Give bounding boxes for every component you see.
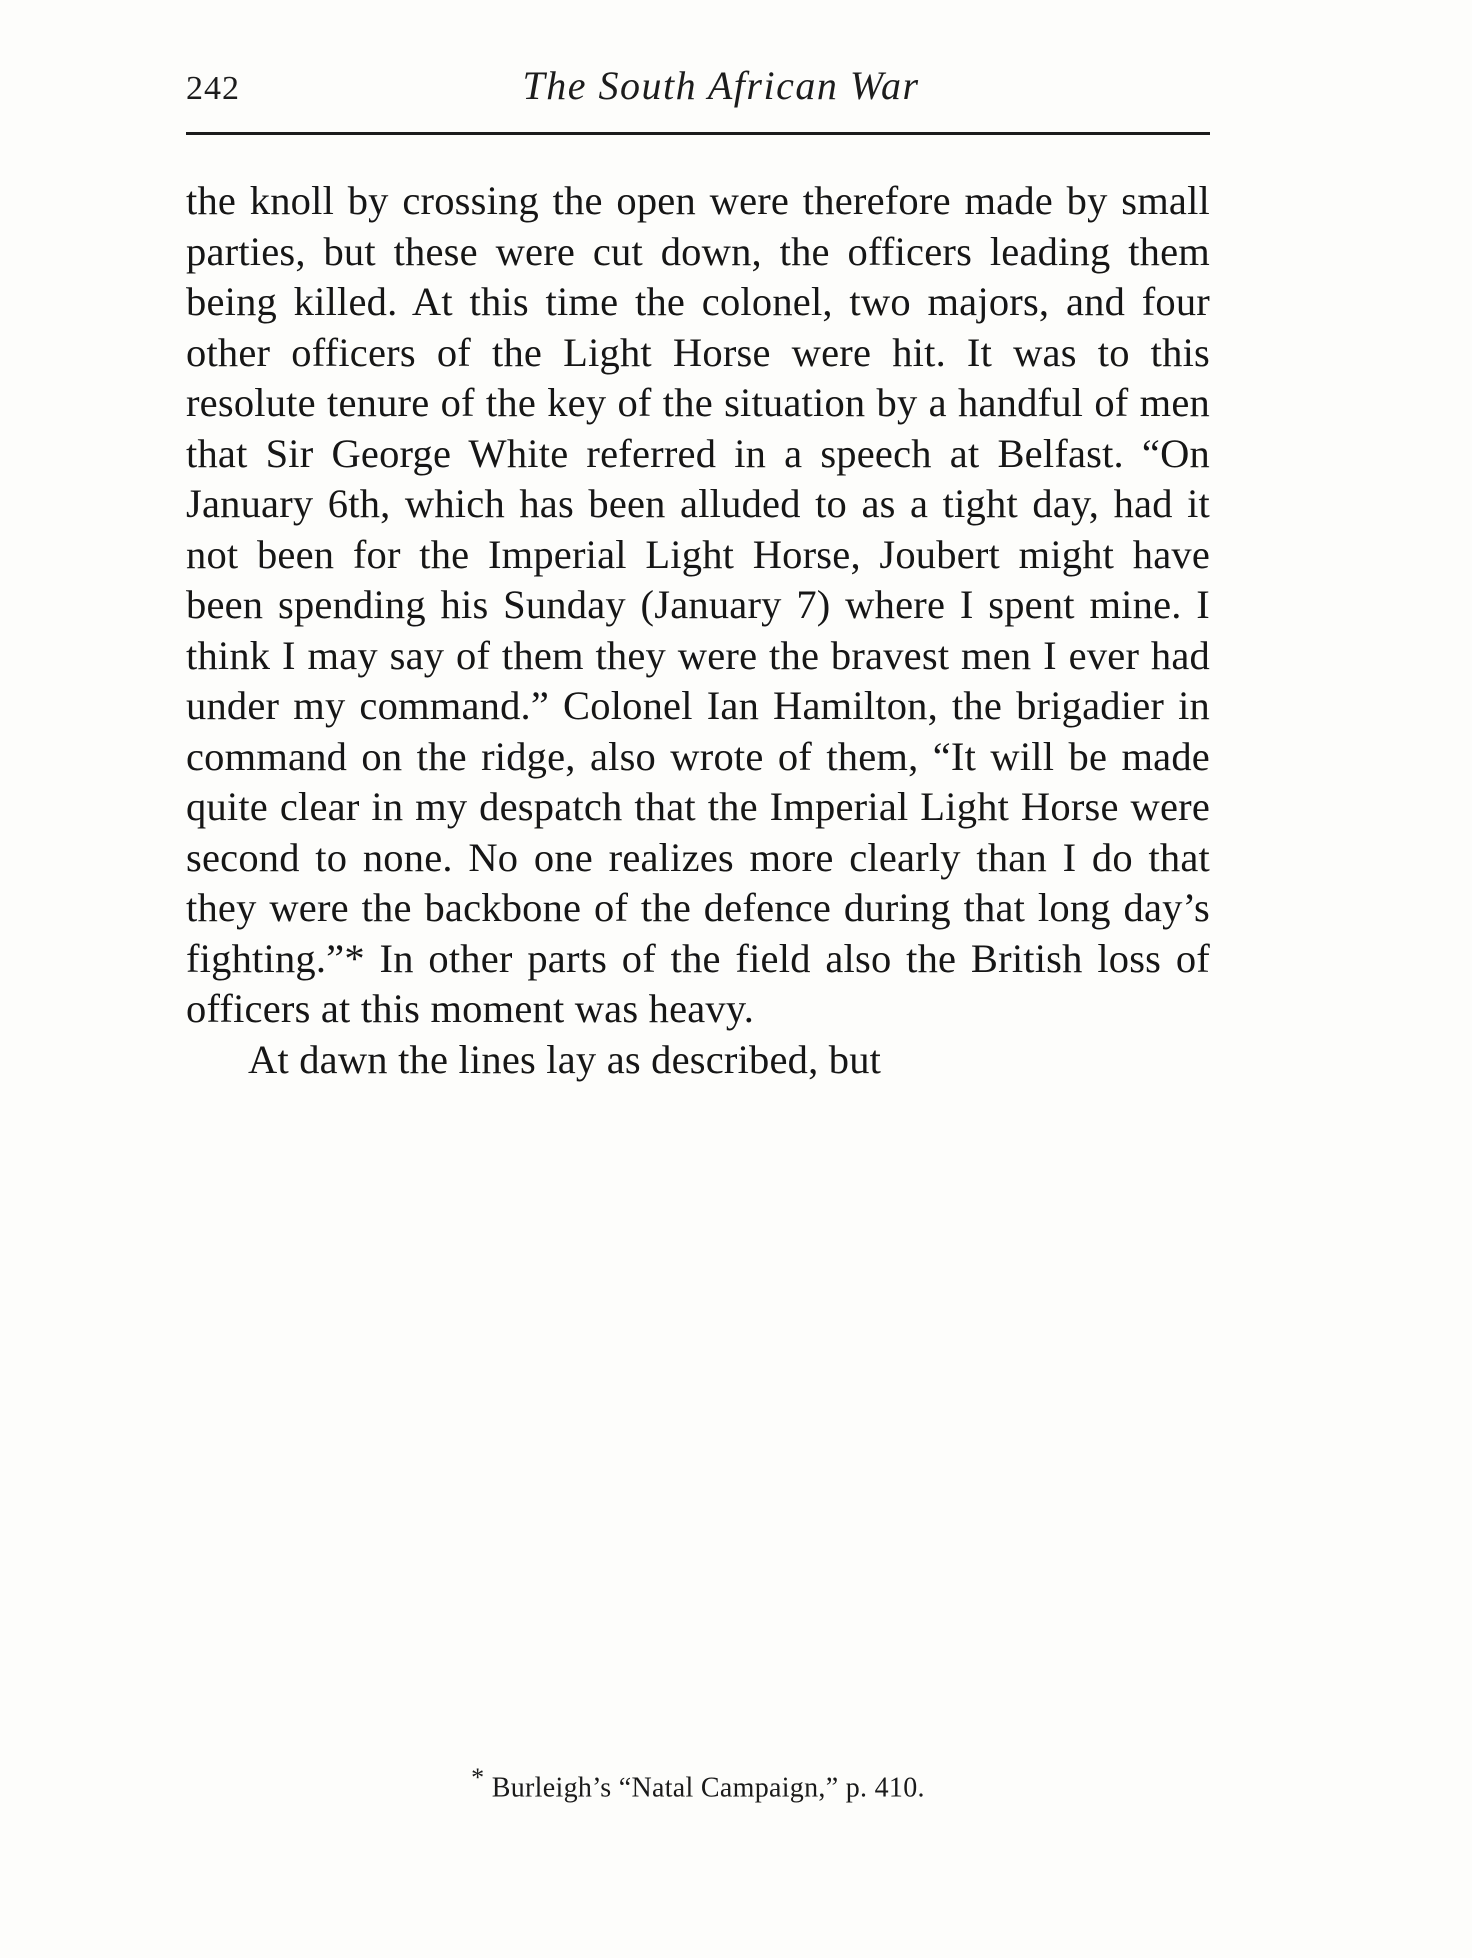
footnote-text: Burleigh’s “Natal Campaign,” p. 410.	[491, 1772, 925, 1804]
page-number: 242	[186, 70, 240, 107]
footnote-marker-icon: *	[471, 1763, 485, 1792]
header-rule	[186, 132, 1210, 135]
page-header	[186, 62, 1196, 122]
paragraph: At dawn the lines lay as described, but	[248, 1036, 882, 1082]
footnote	[186, 1760, 1210, 1806]
running-title: The South African War	[522, 63, 920, 108]
paragraph: the knoll by crossing the open were therefore made by small parties, but these were cut down, the officers leading them being killed. At this time the colonel, two majors, and four other officers of the Light Horse were hit. It was to this resolute tenure of the key of the situation by a handful of men that Sir George White referred in a speech at Belfast. “On January 6th, which has been alluded to as a tight day, had it not been for the Imperial Light Horse, Joubert might have been spending his Sunday (January 7) where I spent mine. I think I may say of them they were the bravest men I ever had under my command.” Colonel Ian Hamilton, the brigadier in command on the ridge, also wrote of them, “It will be made quite clear in my despatch that the Imperial Light Horse were second to none. No one realizes more clearly than I do that they were the backbone of the defence during that long day’s fighting.”* In other parts of the field also the British loss of officers at this moment was heavy.	[186, 178, 1210, 1031]
body-text	[186, 176, 1210, 1085]
